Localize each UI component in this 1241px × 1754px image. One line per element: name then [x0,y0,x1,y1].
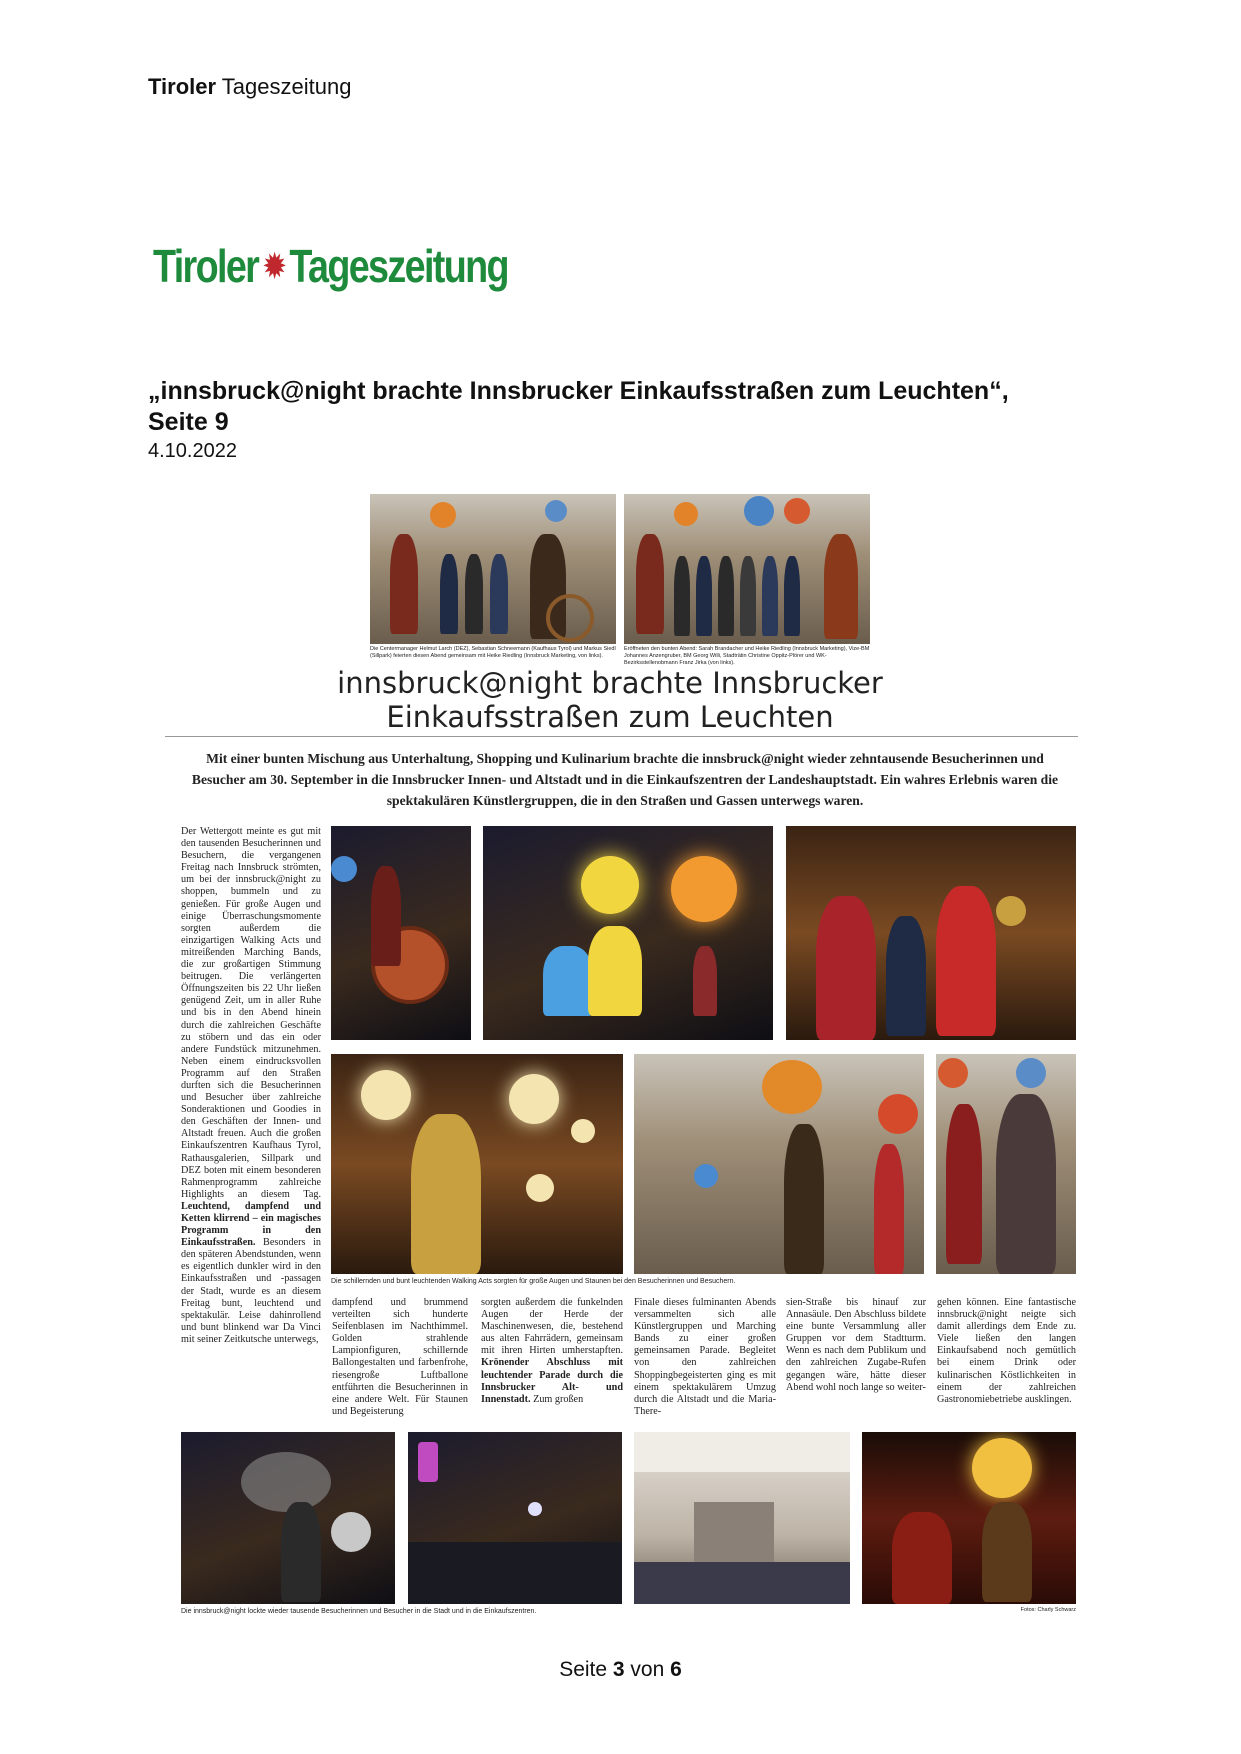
photo-steam-vehicle [181,1432,395,1604]
headline-divider [165,736,1078,737]
article-column-6: gehen können. Eine fantastische innsbruck@night neigte sich damit allerdings dem Ende zu. Viele ließen den langen Einkaufsabend noch gemütlich bei einem Drink oder kulinarischen Köstlichkeiten in einem der zahlreichen Gastronomiebetriebe ausklingen. [937,1297,1076,1405]
caption-top-left: Die Centermanager Helmut Larch (DEZ), Sebastian Schneemann (Kaufhaus Tyrol) und Markus Siedl (Sillpark) feierten diesen Abend gemeinsam mit Heike Riedling (Innsbruck Marketing, von links). [370,646,616,659]
photo-golden-lantern-figure [331,1054,623,1274]
clipping-date: 4.10.2022 [148,440,237,462]
article-lead: Mit einer bunten Mischung aus Unterhaltung, Shopping und Kulinarium brachte die innsbruck@night wieder zehntausende Besucherinnen und Besucher am 30. September in die Innsbrucker Innen- und Altstadt und in die Einkaufszentren der Landeshauptstadt. Ein wahres Erlebnis waren die spektakulären Künstlergruppen, die in den Straßen und Gassen unterwegs waren. [191,751,1059,808]
clipping-title: „innsbruck@night brachte Innsbrucker Einkaufsstraßen zum Leuchten“, Seite 9 [148,377,1009,436]
caption-top-right: Eröffneten den bunten Abend: Sarah Brandacher und Heike Riedling (Innsbruck Marketing), Vize-BM Johannes Anzengruber, BM Georg Willi, Stadträtin Christine Oppitz-Plörer und WK-Bezirksstellenobmann Franz Jirka (von links). [624,646,870,666]
page-number: Seite 3 von 6 [559,1658,682,1681]
article-column-1: Der Wettergott meinte es gut mit den tausenden Besucherinnen und Besuchern, die vergangenen Freitag nach Innsbruck strömten, um bei der innsbruck@night zu shoppen, bummeln und zu genießen. Für große Augen und einige Überraschungsmomente sorgten außerdem die einzigartigen Walking Acts und mitreißenden Marching Bands, die zur großartigen Stimmung beitrugen. Die verlängerten Öffnungszeiten bis 22 Uhr ließen genügend Zeit, um in aller Ruhe und bis in den Abend hinein durch die zahlreichen Geschäfte zu stöbern und das ein oder andere Fundstück mitzunehmen. Neben einem eindrucksvollen Programm auf den Straßen durften sich die Besucherinnen und Besucher über zahlreiche Sonderaktionen und Goodies in den Geschäften der Innen- und Altstadt freuen. Auch die großen Einkaufszentren Kaufhaus Tyrol, Rathausgalerien, Sillpark und DEZ boten mit einem besonderen Rahmenprogramm zahlreiche Highlights an diesem Tag. Leuchtend, dampfend und Ketten klirrend – ein magisches Programm in den Einkaufsstraßen. Besonders in den späteren Abendstunden, wenn es eigentlich dunkler wird in den Einkaufsstraßen und -passagen der Stadt, wurde es an diesem Freitag bunt, leuchtend und spektakulär. Leise dahinrollend und bunt blinkend war Da Vinci mit seiner Zeitkutsche unterwegs, [181,826,321,1345]
article-column-5: sien-Straße bis hinauf zur Annasäule. Den Abschluss bildete eine bunte Versammlung aller Gruppen vor dem Stadtturm. Wenn es nach dem Publikum und den zahlreichen Zugabe-Rufen gegangen wäre, hätte dieser Abend wohl noch lange so weiter- [786,1297,926,1393]
photo-lantern-balloons [483,826,773,1040]
caption-bottom: Die innsbruck@night lockte wieder tausende Besucherinnen und Besucher in die Stadt und in die Einkaufszentren. [181,1608,537,1615]
photo-marching-band [786,826,1076,1040]
article-column-3: sorgten außerdem die funkelnden Augen der Herde der Maschinenwesen, die, bestehend aus alten Fahrrädern, gemeinsam mit ihren Hirten umherstapften. Krönender Abschluss mit leuchtender Parade durch die Innsbrucker Alt- und Innenstadt. Zum großen [481,1297,623,1405]
photo-centermanager-group [370,494,616,644]
caption-walking-acts: Die schillernden und bunt leuchtenden Walking Acts sorgten für große Augen und Staunen bei den Besucherinnen und Besuchern. [331,1278,736,1285]
photo-opening-group [624,494,870,644]
subheading-parade: Krönender Abschluss mit leuchtender Parade durch die Innsbrucker Alt- und Innenstadt. [481,1357,623,1405]
article-headline: innsbruck@night brachte Innsbrucker Einkaufsstraßen zum Leuchten [337,666,883,734]
photo-walking-act-shield [331,826,471,1040]
subheading-magic-program: Leuchtend, dampfend und Ketten klirrend – ein magisches Programm in den Einkaufsstraßen. [181,1200,321,1249]
newspaper-logo: Tiroler ✹ Tageszeitung [153,240,508,292]
publication-name: Tiroler Tageszeitung [148,74,352,99]
photo-bearded-walking-act [936,1054,1076,1274]
article-column-4: Finale dieses fulminanten Abends versammelten sich alle Künstlergruppen und Marching Bands zu einer großen gemeinsamen Parade. Begleitet von den zahlreichen Shoppingbegeisterten ging es mit einem spektakulärem Umzug durch die Altstadt und die Maria-There- [634,1297,776,1417]
photo-crowd-street [408,1432,622,1604]
photo-balloon-machine [862,1432,1076,1604]
eagle-icon: ✹ [263,248,284,284]
photo-balloon-figures-street [634,1054,924,1274]
article-column-2: dampfend und brummend verteilten sich hunderte Seifenblasen im Nachthimmel. Golden strahlende Lampionfiguren, schillernde Ballongestalten und farbenfrohe, riesengroße Luftballone entführten die Besucherinnen in eine andere Welt. Für Staunen und Begeisterung [332,1297,468,1417]
photo-credit: Fotos: Charly Schwarz [1020,1607,1076,1613]
photo-shopping-mall [634,1432,850,1604]
